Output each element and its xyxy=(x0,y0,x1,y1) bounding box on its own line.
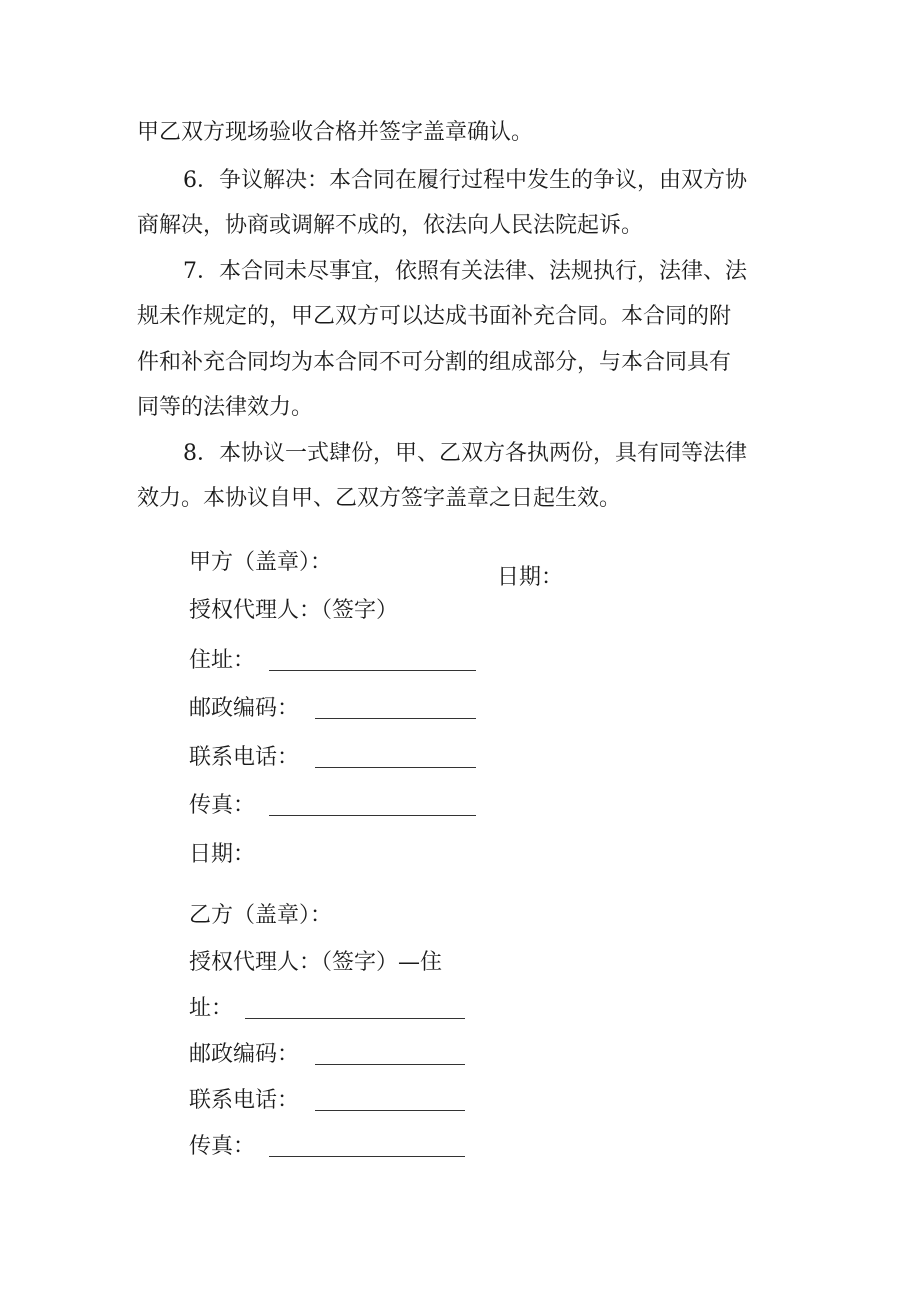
clause-7-line-1: 7．本合同未尽事宜，依照有关法律、法规执行，法律、法 xyxy=(183,259,747,284)
party-a-fax-label: 传真： xyxy=(189,793,256,818)
party-b-postcode-label: 邮政编码： xyxy=(189,1042,300,1067)
party-a-phone-label: 联系电话： xyxy=(189,745,300,770)
clause-7-line-3: 件和补充合同均为本合同不可分割的组成部分，与本合同具有 xyxy=(137,350,732,375)
clause-7-line-4: 同等的法律效力。 xyxy=(137,395,314,420)
party-b-phone-label: 联系电话： xyxy=(189,1088,300,1113)
party-b-address-label: 址： xyxy=(189,996,234,1021)
clause-7-line-2: 规未作规定的，甲乙双方可以达成书面补充合同。本合同的附 xyxy=(137,304,732,329)
party-a-postcode-label: 邮政编码： xyxy=(189,696,300,721)
party-a-address-label: 住址： xyxy=(189,648,256,673)
party-b-fax-blank[interactable] xyxy=(269,1156,465,1157)
party-b-fax-label: 传真： xyxy=(189,1134,256,1159)
party-a-date-label: 日期： xyxy=(189,842,256,867)
party-a-address-blank[interactable] xyxy=(269,670,476,671)
party-b-phone-blank[interactable] xyxy=(315,1110,465,1111)
party-b-agent-label: 授权代理人：（签字）—住 xyxy=(189,950,443,975)
clause-6-line-2: 商解决，协商或调解不成的，依法向人民法院起诉。 xyxy=(137,213,644,238)
party-a-seal-label: 甲方（盖章）： xyxy=(189,550,333,575)
clause-6-line-1: 6．争议解决：本合同在履行过程中发生的争议，由双方协 xyxy=(183,168,747,193)
right-date-label: 日期： xyxy=(497,565,564,590)
party-a-agent-label: 授权代理人：（签字） xyxy=(189,598,399,623)
party-b-postcode-blank[interactable] xyxy=(315,1064,465,1065)
party-a-fax-blank[interactable] xyxy=(269,815,476,816)
party-b-address-blank[interactable] xyxy=(245,1018,465,1019)
party-a-postcode-blank[interactable] xyxy=(315,718,476,719)
party-a-phone-blank[interactable] xyxy=(315,767,476,768)
clause-8-line-1: 8．本协议一式肆份，甲、乙双方各执两份，具有同等法律 xyxy=(183,441,747,466)
party-b-seal-label: 乙方（盖章）： xyxy=(189,903,333,928)
clause-8-line-2: 效力。本协议自甲、乙双方签字盖章之日起生效。 xyxy=(137,486,622,511)
paragraph-5-continuation: 甲乙双方现场验收合格并签字盖章确认。 xyxy=(137,120,534,145)
